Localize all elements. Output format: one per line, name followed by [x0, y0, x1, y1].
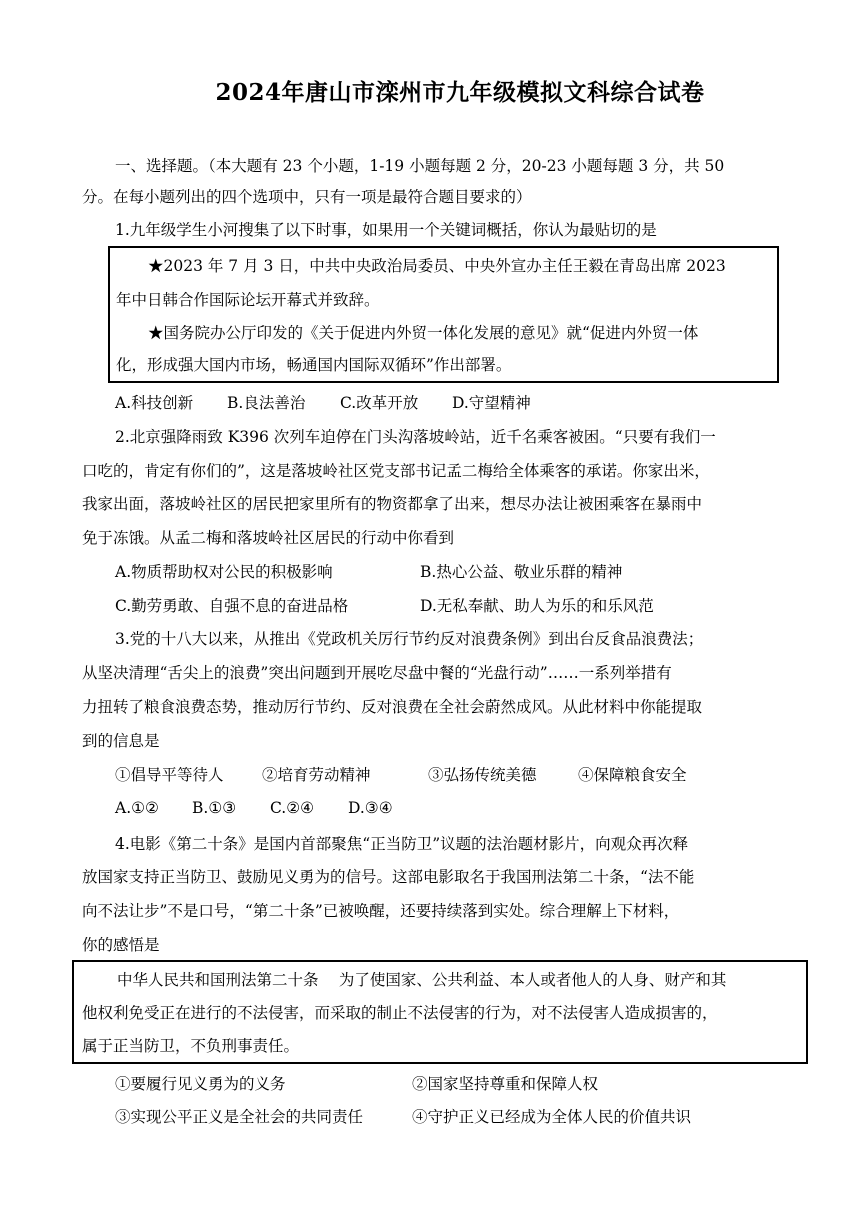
- q3-text-line: 3.党的十八大以来，从推出《党政机关厉行节约反对浪费条例》到出台反食品浪费法；: [115, 630, 704, 648]
- q3-item-3: ③弘扬传统美德: [428, 766, 537, 784]
- q3-item-1: ①倡导平等待人: [115, 766, 224, 784]
- q1-box-line: 年中日韩合作国际论坛开幕式并致辞。: [116, 291, 380, 309]
- q4-item-2: ②国家坚持尊重和保障人权: [412, 1075, 599, 1093]
- q2-text-line: 口吃的，肯定有你们的”，这是落坡岭社区党支部书记孟二梅给全体乘客的承诺。你家出米，: [82, 462, 710, 480]
- exam-title: 2024年唐山市滦州市九年级模拟文科综合试卷: [215, 79, 705, 106]
- q3-option-b: B.①③: [192, 799, 237, 817]
- q2-text-line: 2.北京强降雨致 K396 次列车迫停在门头沟落坡岭站，近千名乘客被困。“只要有我们一: [115, 428, 716, 446]
- q4-box-line: 属于正当防卫，不负刑事责任。: [82, 1037, 300, 1055]
- q1-option-d: D.守望精神: [452, 394, 531, 412]
- q2-text-line: 我家出面，落坡岭社区的居民把家里所有的物资都拿了出来，想尽办法让被困乘客在暴雨中: [82, 495, 703, 513]
- q1-stem: 1.九年级学生小河搜集了以下时事，如果用一个关键词概括，你认为最贴切的是: [115, 221, 657, 239]
- q4-text-line: 4.电影《第二十条》是国内首部聚焦“正当防卫”议题的法治题材影片，向观众再次释: [115, 835, 689, 853]
- q3-item-2: ②培育劳动精神: [262, 766, 371, 784]
- q3-text-line: 到的信息是: [82, 732, 160, 750]
- q1-box-line: ★2023 年 7 月 3 日，中共中央政治局委员、中央外宣办主任王毅在青岛出席 2023: [148, 257, 726, 275]
- q4-item-3: ③实现公平正义是全社会的共同责任: [115, 1108, 364, 1126]
- q2-option-b: B.热心公益、敬业乐群的精神: [420, 563, 623, 581]
- q3-text-line: 力扭转了粮食浪费态势，推动厉行节约、反对浪费在全社会蔚然成风。从此材料中你能提取: [82, 698, 703, 716]
- q4-item-1: ①要履行见义勇为的义务: [115, 1075, 286, 1093]
- q4-item-4: ④守护正义已经成为全体人民的价值共识: [412, 1108, 692, 1126]
- q3-option-a: A.①②: [115, 799, 159, 817]
- q1-option-a: A.科技创新: [115, 394, 194, 412]
- q2-text-line: 免于冻饿。从孟二梅和落坡岭社区居民的行动中你看到: [82, 529, 455, 547]
- q3-option-d: D.③④: [348, 799, 393, 817]
- q3-option-c: C.②④: [270, 799, 315, 817]
- q2-option-a: A.物质帮助权对公民的积极影响: [115, 563, 333, 581]
- q1-option-b: B.良法善治: [227, 394, 306, 412]
- q4-text-line: 你的感悟是: [82, 936, 160, 954]
- section-instruction-line-2: 分。在每小题列出的四个选项中，只有一项是最符合题目要求的）: [82, 188, 532, 206]
- q3-text-line: 从坚决清理“舌尖上的浪费”突出问题到开展吃尽盘中餐的“光盘行动”……一系列举措有: [82, 664, 672, 682]
- q1-box-line: 化，形成强大国内市场，畅通国内国际双循环”作出部署。: [116, 356, 512, 374]
- q3-item-4: ④保障粮食安全: [578, 766, 687, 784]
- q1-option-c: C.改革开放: [340, 394, 419, 412]
- q2-option-c: C.勤劳勇敢、自强不息的奋进品格: [115, 597, 349, 615]
- q4-text-line: 放国家支持正当防卫、鼓励见义勇为的信号。这部电影取名于我国刑法第二十条，“法不能: [82, 868, 695, 886]
- q4-text-line: 向不法让步”不是口号，“第二十条”已被唤醒，还要持续落到实处。综合理解上下材料，: [82, 902, 680, 920]
- q2-option-d: D.无私奉献、助人为乐的和乐风范: [420, 597, 654, 615]
- q4-box-line: 他权利免受正在进行的不法侵害，而采取的制止不法侵害的行为，对不法侵害人造成损害的，: [82, 1004, 718, 1022]
- section-instruction-line-1: 一、选择题。（本大题有 23 个小题，1-19 小题每题 2 分，20-23 小题每题 3 分，共 50: [115, 157, 725, 175]
- q4-box-line: 中华人民共和国刑法第二十条 为了使国家、公共利益、本人或者他人的人身、财产和其: [117, 971, 727, 989]
- q1-box-line: ★国务院办公厅印发的《关于促进内外贸一体化发展的意见》就“促进内外贸一体: [148, 324, 699, 342]
